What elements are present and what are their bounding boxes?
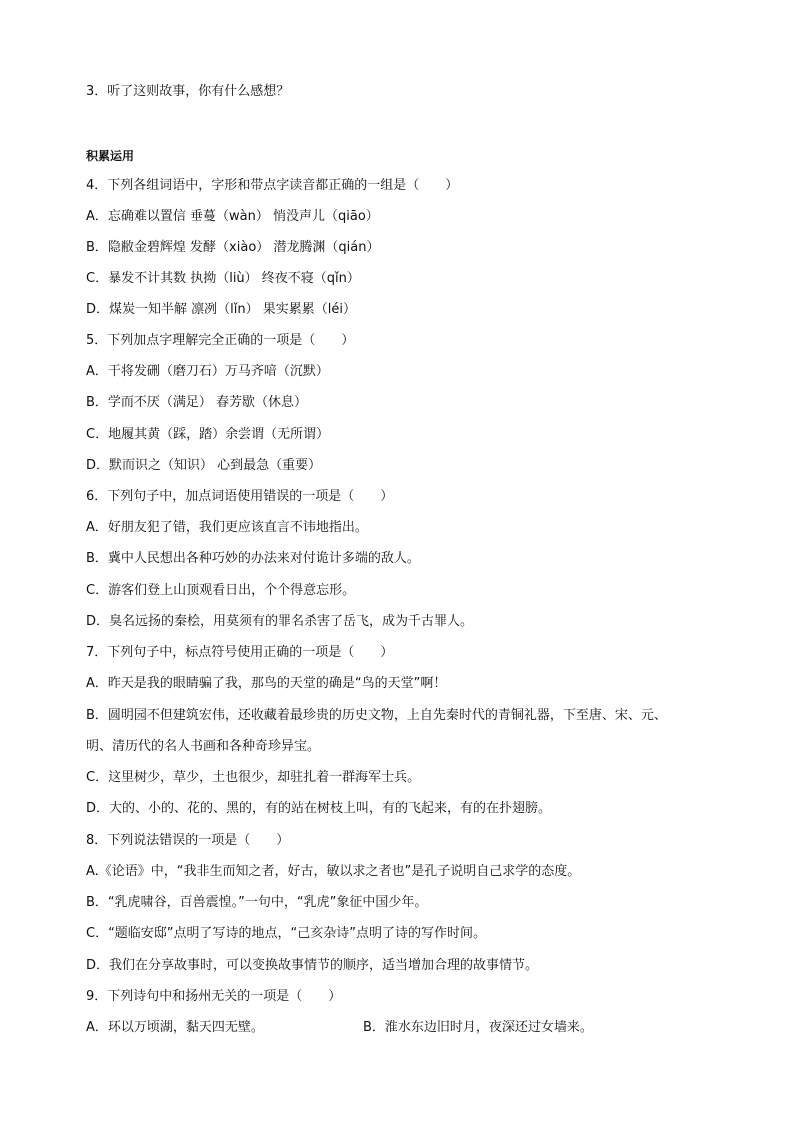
- question-5-stem: 5．下列加点字理解完全正确的一项是（ ）: [86, 333, 355, 348]
- question-6-option-c: C．游客们登上山顶观看日出，个个得意忘形。: [86, 583, 356, 598]
- question-8-option-c: C．“题临安邸”点明了写诗的地点，“己亥杂诗”点明了诗的写作时间。: [86, 926, 487, 941]
- question-5-option-c: C．地履其黄（踩，踏）余尝谓（无所谓）: [86, 427, 330, 442]
- question-4-stem: 4．下列各组词语中，字形和带点字读音都正确的一组是（ ）: [86, 178, 459, 193]
- question-6-option-a: A．好朋友犯了错，我们更应该直言不讳地指出。: [86, 520, 368, 535]
- question-7-option-a: A．昨天是我的眼睛骗了我，那鸟的天堂的确是“鸟的天堂”啊！: [86, 676, 447, 691]
- question-7-stem: 7．下列句子中，标点符号使用正确的一项是（ ）: [86, 645, 394, 660]
- question-5-option-b: B．学而不厌（满足） 春芳歇（休息）: [86, 395, 308, 410]
- question-8-option-d: D．我们在分享故事时，可以变换故事情节的顺序，适当增加合理的故事情节。: [86, 958, 539, 973]
- question-4-option-b: B．隐敝金碧辉煌 发酵（xiào） 潜龙腾渊（qián）: [86, 240, 380, 255]
- question-8-option-a: A.《论语》中，“我非生而知之者，好古，敏以求之者也”是孔子说明自己求学的态度。: [86, 864, 581, 879]
- question-6-stem: 6．下列句子中，加点词语使用错误的一项是（ ）: [86, 489, 394, 504]
- question-7-option-b: B．圆明园不但建筑宏伟，还收藏着最珍贵的历史文物，上自先秦时代的青铜礼器，下至唐、宋、元、: [86, 708, 667, 723]
- question-7-option-c: C．这里树少，草少，土也很少，却驻扎着一群海军士兵。: [86, 770, 421, 785]
- question-4-option-c: C．暴发不计其数 执拗（liù） 终夜不寝（qǐn）: [86, 271, 360, 286]
- question-6-option-b: B．冀中人民想出各种巧妙的办法来对付诡计多端的敌人。: [86, 551, 420, 566]
- question-4-option-a: A．忘确难以置信 垂蔓（wàn） 悄没声儿（qiāo）: [86, 209, 379, 224]
- question-9-option-b: B．淮水东边旧时月，夜深还过女墙来。: [363, 1020, 593, 1035]
- section-title: 积累运用: [86, 149, 135, 163]
- question-8-option-b: B．“乳虎啸谷，百兽震惶。”一句中，“乳虎”象征中国少年。: [86, 895, 428, 910]
- question-6-option-d: D．臭名远扬的秦桧，用莫须有的罪名杀害了岳飞，成为千古罪人。: [86, 614, 474, 629]
- question-4-option-d: D．煤炭一知半解 凛冽（lǐn） 果实累累（léi）: [86, 302, 356, 317]
- question-7-option-d: D．大的、小的、花的、黑的，有的站在树枝上叫，有的飞起来，有的在扑翅膀。: [86, 801, 552, 816]
- question-8-stem: 8．下列说法错误的一项是（ ）: [86, 833, 290, 848]
- question-3-text: 3．听了这则故事，你有什么感想？: [86, 84, 290, 99]
- question-5-option-a: A．干将发硎（磨刀石）万马齐喑（沉默）: [86, 364, 329, 379]
- question-9-option-a: A．环以万顷湖，黏天四无壁。: [86, 1020, 264, 1035]
- question-5-option-d: D．默而识之（知识） 心到最急（重要）: [86, 458, 322, 473]
- question-7-option-b-continued: 明、清历代的名人书画和各种奇珍异宝。: [86, 739, 321, 754]
- question-9-stem: 9．下列诗句中和扬州无关的一项是（ ）: [86, 989, 342, 1004]
